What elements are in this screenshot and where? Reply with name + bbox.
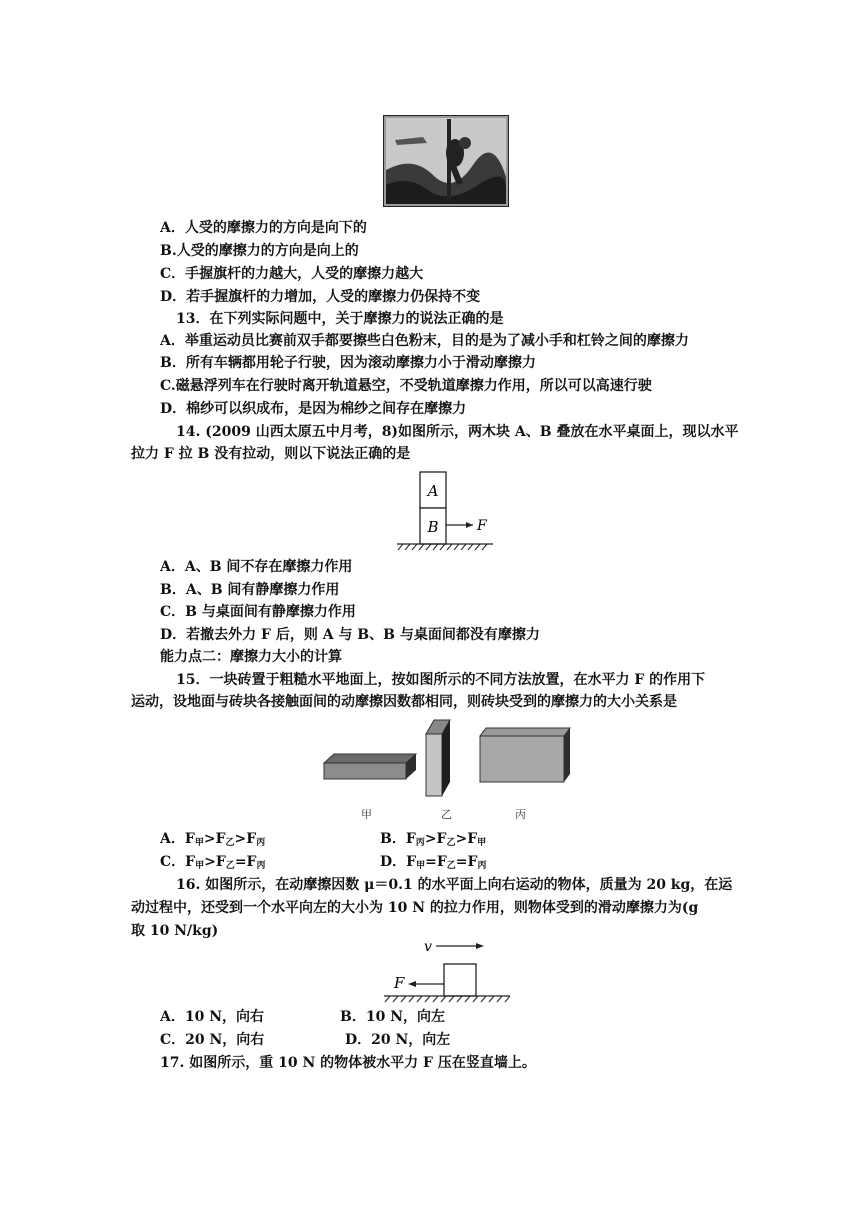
q13-stem: 13．在下列实际问题中，关于摩擦力的说法正确的是: [176, 311, 504, 327]
q14-option-c: C．B 与桌面间有静摩擦力作用: [160, 604, 356, 620]
q13-option-d: D．棉纱可以织成布，是因为棉纱之间存在摩擦力: [160, 401, 467, 417]
q16-option-a: A．10 N，向右: [160, 1009, 265, 1025]
q12-option-b: B.人受的摩擦力的方向是向上的: [160, 243, 359, 259]
brick-jia: [324, 754, 416, 779]
brick-yi: [426, 720, 450, 796]
q12-option-c: C．手握旗杆的力越大，人受的摩擦力越大: [160, 266, 424, 282]
q16-option-b: B．10 N，向左: [340, 1009, 445, 1025]
q15-option-d: D．$F_甲=F_乙=F_丙$: [380, 854, 487, 871]
q14-stem-line1: 14. (2009 山西太原五中月考，8)如图所示，两木块 A、B 叠放在水平桌面上，现以水平: [176, 424, 739, 440]
q14-stem-line2: 拉力 F 拉 B 没有拉动，则以下说法正确的是: [131, 446, 411, 462]
caption-bing: 丙: [515, 808, 526, 821]
block-b-label: B: [427, 518, 439, 536]
q16-option-c: C．20 N，向右: [160, 1032, 265, 1048]
q13-option-a: A．举重运动员比赛前双手都要擦些白色粉末，目的是为了减小手和杠铃之间的摩擦力: [160, 333, 689, 349]
q15-option-c: C．$F_甲>F_乙=F_丙$: [160, 854, 266, 871]
q15-option-a: A．$F_甲>F_乙>F_丙$: [160, 831, 266, 848]
q16-option-d: D．20 N，向左: [345, 1032, 451, 1048]
q15-stem-line1: 15．一块砖置于粗糙水平地面上，按如图所示的不同方法放置，在水平力 F 的作用下: [176, 672, 706, 688]
q17-stem: 17. 如图所示，重 10 N 的物体被水平力 F 压在竖直墙上。: [160, 1055, 536, 1071]
caption-jia: 甲: [361, 808, 372, 821]
force-f-label: F: [477, 518, 487, 534]
q13-option-c: C.磁悬浮列车在行驶时离开轨道悬空，不受轨道摩擦力作用，所以可以高速行驶: [160, 378, 652, 394]
velocity-v-label: v: [424, 939, 432, 955]
q15-option-b: B．$F_丙>F_乙>F_甲$: [380, 831, 487, 848]
section-title: 能力点二：摩擦力大小的计算: [160, 649, 342, 665]
brick-bing: [480, 728, 570, 782]
block-a-label: A: [427, 482, 439, 500]
flagpole-climber-photo: [383, 115, 509, 207]
force-f-label-2: F: [394, 974, 405, 992]
q12-option-a: A．人受的摩擦力的方向是向下的: [160, 220, 367, 236]
sliding-block-diagram: [380, 934, 515, 1004]
q13-option-b: B．所有车辆都用轮子行驶，因为滚动摩擦力小于滑动摩擦力: [160, 355, 536, 371]
q14-option-a: A．A、B 间不存在摩擦力作用: [160, 559, 353, 575]
q16-stem-line3: 取 10 N/kg): [131, 923, 219, 939]
sliding-block: [444, 964, 476, 996]
q14-option-d: D．若撤去外力 F 后，则 A 与 B、B 与桌面间都没有摩擦力: [160, 627, 540, 643]
q16-stem-line2: 动过程中，还受到一个水平向左的大小为 10 N 的拉力作用，则物体受到的滑动摩擦力为(g: [131, 900, 699, 916]
q16-stem-line1: 16. 如图所示，在动摩擦因数 μ＝0.1 的水平面上向右运动的物体，质量为 20 kg，在运: [176, 877, 733, 893]
q15-stem-line2: 运动，设地面与砖块各接触面间的动摩擦因数都相同，则砖块受到的摩擦力的大小关系是: [131, 694, 677, 710]
caption-yi: 乙: [441, 808, 452, 821]
bricks-diagram: [320, 716, 580, 802]
q14-option-b: B．A、B 间有静摩擦力作用: [160, 582, 340, 598]
q12-option-d: D．若手握旗杆的力增加，人受的摩擦力仍保持不变: [160, 289, 481, 305]
stacked-blocks-diagram: [395, 470, 505, 552]
